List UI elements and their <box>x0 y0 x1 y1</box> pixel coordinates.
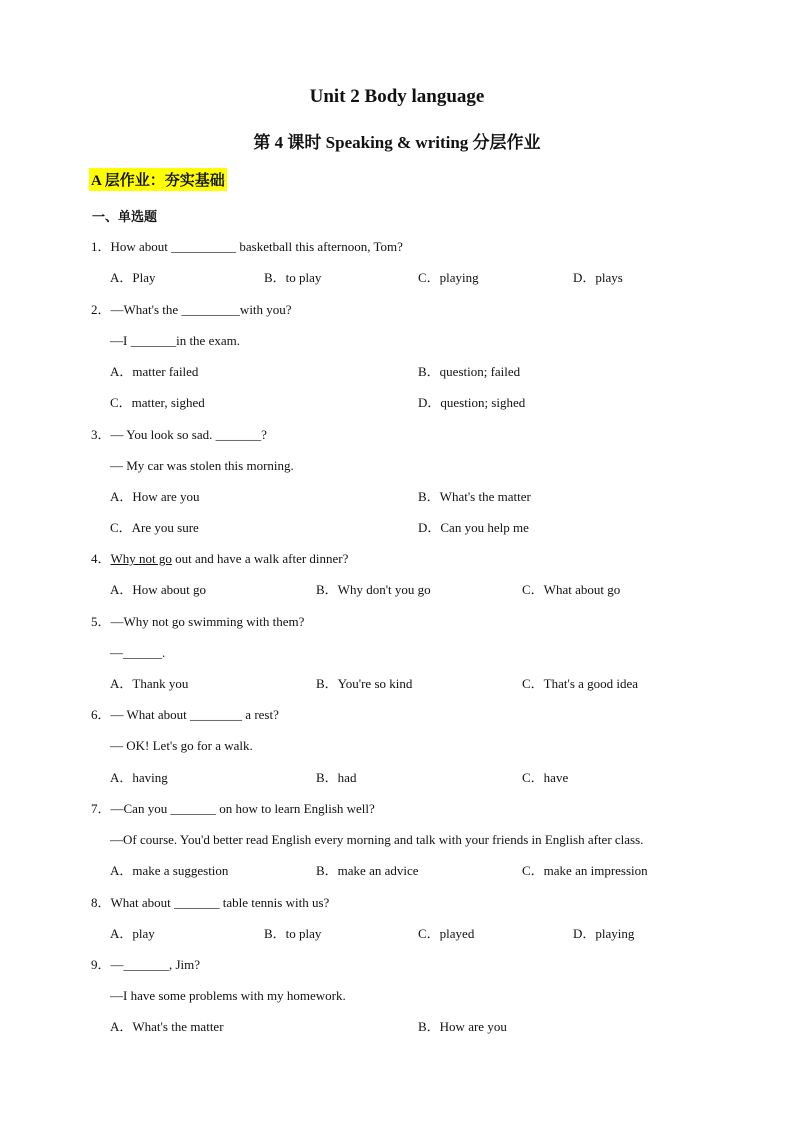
question-5-stem: 5．—Why not go swimming with them? <box>91 614 305 629</box>
question-1-option-b[interactable]: B．to play <box>264 270 322 285</box>
question-6-stem: 6．— What about ________ a rest? <box>91 707 279 722</box>
question-1-option-a[interactable]: A．Play <box>110 270 156 285</box>
question-1-option-d[interactable]: D．plays <box>573 270 623 285</box>
question-9-option-a[interactable]: A．What's the matter <box>110 1019 224 1034</box>
page-title: Unit 2 Body language <box>309 86 485 107</box>
question-9-option-b[interactable]: B．How are you <box>418 1019 507 1034</box>
question-2-option-c[interactable]: C．matter, sighed <box>110 395 205 410</box>
question-7-stem: 7．—Can you _______ on how to learn English well? <box>91 801 375 816</box>
question-1-option-c[interactable]: C．playing <box>418 270 479 285</box>
question-5-sub: —______. <box>110 645 166 660</box>
question-4-option-b[interactable]: B．Why don't you go <box>316 582 431 597</box>
question-2-stem: 2．—What's the _________with you? <box>91 302 292 317</box>
question-7-option-a[interactable]: A．make a suggestion <box>110 863 229 878</box>
question-5-option-a[interactable]: A．Thank you <box>110 676 189 691</box>
question-6-sub: — OK! Let's go for a walk. <box>110 738 253 753</box>
question-4-option-a[interactable]: A．How about go <box>110 582 207 597</box>
question-8-option-b[interactable]: B．to play <box>264 926 322 941</box>
question-6-option-c[interactable]: C．have <box>522 770 569 785</box>
question-7-sub: —Of course. You'd better read English every morning and talk with your friends in English after class. <box>110 832 644 847</box>
question-6-option-b[interactable]: B．had <box>316 770 357 785</box>
question-2-option-d[interactable]: D．question; sighed <box>418 395 526 410</box>
question-1-stem: 1．How about __________ basketball this afternoon, Tom? <box>91 239 403 254</box>
question-3-stem: 3．— You look so sad. _______? <box>91 427 267 442</box>
question-4-option-c[interactable]: C．What about go <box>522 582 621 597</box>
question-3-option-a[interactable]: A．How are you <box>110 489 200 504</box>
question-8-option-c[interactable]: C．played <box>418 926 475 941</box>
question-9-sub: —I have some problems with my homework. <box>110 988 346 1003</box>
question-3-sub: — My car was stolen this morning. <box>110 458 294 473</box>
question-7-option-b[interactable]: B．make an advice <box>316 863 419 878</box>
level-a-heading: A 层作业：夯实基础 <box>89 168 227 191</box>
question-5-option-b[interactable]: B．You're so kind <box>316 676 413 691</box>
question-3-option-d[interactable]: D．Can you help me <box>418 520 529 535</box>
section-heading: 一、单选题 <box>92 209 158 224</box>
question-2-option-b[interactable]: B．question; failed <box>418 364 521 379</box>
question-9-stem: 9．—_______, Jim? <box>91 957 201 972</box>
question-6-option-a[interactable]: A．having <box>110 770 168 785</box>
question-4-underlined-phrase: Why not go <box>110 551 172 566</box>
question-2-sub: —I _______in the exam. <box>110 333 240 348</box>
question-3-option-c[interactable]: C．Are you sure <box>110 520 199 535</box>
question-4-rest: out and have a walk after dinner? <box>171 551 349 566</box>
question-5-option-c[interactable]: C．That's a good idea <box>522 676 639 691</box>
question-8-option-d[interactable]: D．playing <box>573 926 635 941</box>
question-8-stem: 8．What about _______ table tennis with us? <box>91 895 330 910</box>
question-8-option-a[interactable]: A．play <box>110 926 155 941</box>
page-subtitle: 第 4 课时 Speaking & writing 分层作业 <box>253 133 541 152</box>
question-3-option-b[interactable]: B．What's the matter <box>418 489 531 504</box>
question-7-option-c[interactable]: C．make an impression <box>522 863 648 878</box>
question-2-option-a[interactable]: A．matter failed <box>110 364 199 379</box>
question-4-number: 4． <box>91 551 111 566</box>
question-4-stem <box>91 550 348 568</box>
